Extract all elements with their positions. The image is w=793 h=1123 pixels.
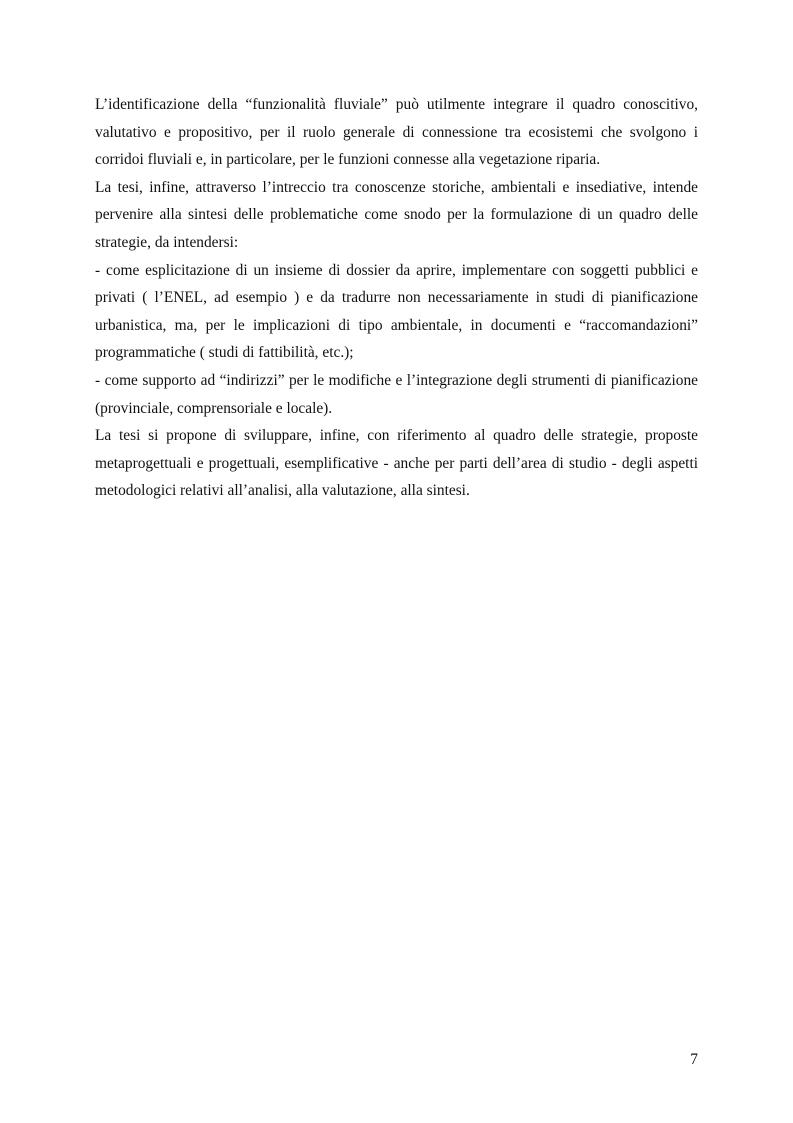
paragraph-dossier-item: - come esplicitazione di un insieme di dossier da aprire, implementare con soggetti pubblici e privati ( l’ENEL, ad esempio ) e da tradurre non necessariamente in studi di pianificazione urbanistica, ma, per le implicazioni di tipo ambientale, in documenti e “raccomandazioni” programmatiche ( studi di fattibilità, etc.);: [95, 261, 698, 362]
page-body: [95, 91, 698, 505]
paragraph-indirizzi-item: - come supporto ad “indirizzi” per le modifiche e l’integrazione degli strumenti di pianificazione (provinciale, comprensoriale e locale).: [95, 371, 698, 417]
paragraph-sintesi-strategie: La tesi, infine, attraverso l’intreccio tra conoscenze storiche, ambientali e insediative, intende pervenire alla sintesi delle problematiche come snodo per la formulazione di un quadro delle strategie, da intendersi:: [95, 178, 698, 251]
paragraph-proposte-metaprogettuali: La tesi si propone di sviluppare, infine, con riferimento al quadro delle strategie, proposte metaprogettuali e progettuali, esemplificative - anche per parti dell’area di studio - degli aspetti metodologici relativi all’analisi, alla valutazione, alla sintesi.: [95, 427, 698, 500]
page-number: 7: [690, 1051, 698, 1068]
paragraph-funzionalita-fluviale: L’identificazione della “funzionalità fluviale” può utilmente integrare il quadro conoscitivo, valutativo e propositivo, per il ruolo generale di connessione tra ecosistemi che svolgono i corridoi fluviali e, in particolare, per le funzioni connesse alla vegetazione riparia.: [95, 96, 698, 169]
